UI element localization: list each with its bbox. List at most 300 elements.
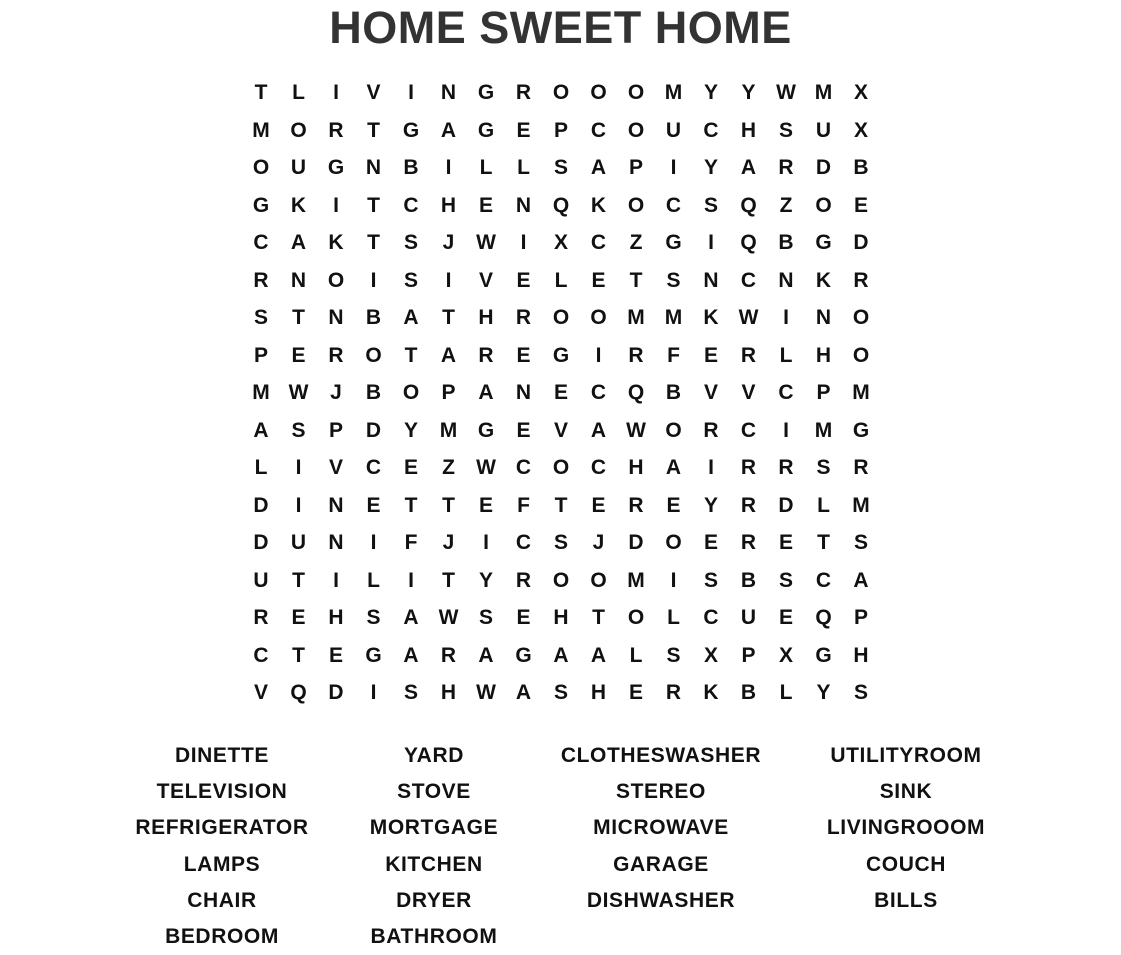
grid-cell[interactable]: E	[553, 381, 568, 404]
grid-cell[interactable]: A	[403, 643, 419, 667]
grid-cell[interactable]: E	[516, 418, 531, 442]
grid-cell[interactable]: A	[403, 606, 419, 629]
grid-cell[interactable]: G	[365, 643, 382, 667]
grid-cell[interactable]: C	[665, 193, 682, 217]
grid-cell[interactable]: A	[478, 643, 494, 667]
grid-cell[interactable]: C	[515, 531, 532, 554]
grid-cell[interactable]: R	[628, 493, 644, 517]
grid-cell[interactable]: O	[590, 306, 607, 329]
grid-cell[interactable]: I	[483, 531, 489, 554]
grid-cell[interactable]: L	[292, 81, 305, 104]
grid-cell[interactable]: N	[328, 493, 344, 517]
grid-cell[interactable]: T	[254, 81, 268, 104]
grid-cell[interactable]: G	[477, 418, 495, 442]
grid-cell[interactable]: R	[853, 268, 869, 292]
grid-cell[interactable]: R	[628, 343, 644, 367]
grid-cell[interactable]: W	[476, 456, 496, 479]
grid-cell[interactable]: C	[590, 118, 607, 142]
grid-cell[interactable]: S	[703, 568, 718, 592]
grid-cell[interactable]: T	[367, 231, 380, 254]
grid-cell[interactable]: A	[590, 418, 607, 442]
grid-cell[interactable]: R	[740, 493, 757, 517]
grid-cell[interactable]: M	[664, 306, 683, 329]
grid-cell[interactable]: G	[552, 343, 570, 367]
grid-cell[interactable]: E	[516, 268, 531, 292]
grid-cell[interactable]: N	[440, 81, 457, 104]
grid-cell[interactable]: L	[479, 156, 493, 179]
grid-cell[interactable]: Y	[816, 681, 831, 704]
grid-cell[interactable]: H	[328, 606, 344, 629]
grid-cell[interactable]: C	[703, 606, 719, 629]
grid-cell[interactable]: S	[403, 268, 418, 292]
grid-cell[interactable]: E	[516, 606, 531, 629]
grid-cell[interactable]: T	[404, 343, 418, 367]
grid-cell[interactable]: U	[815, 118, 832, 142]
grid-cell[interactable]: L	[367, 568, 380, 592]
word-list-item: MORTGAGE	[369, 816, 499, 840]
grid-cell[interactable]: F	[404, 531, 418, 554]
grid-cell[interactable]: D	[253, 493, 269, 517]
grid-cell[interactable]: E	[853, 193, 868, 217]
grid-cell[interactable]: I	[333, 81, 339, 104]
grid-cell[interactable]: G	[402, 118, 420, 142]
grid-cell[interactable]: I	[295, 493, 302, 517]
grid-cell[interactable]: M	[252, 118, 270, 142]
grid-cell[interactable]: S	[666, 268, 681, 292]
grid-cell[interactable]: R	[440, 643, 457, 667]
grid-cell[interactable]: I	[333, 193, 339, 217]
grid-cell[interactable]: P	[741, 643, 756, 667]
grid-cell[interactable]: C	[740, 418, 757, 442]
grid-cell[interactable]: R	[328, 118, 344, 142]
grid-cell[interactable]: S	[703, 193, 718, 217]
grid-cell[interactable]: H	[553, 606, 569, 629]
grid-cell[interactable]: D	[853, 231, 869, 254]
grid-cell[interactable]: M	[852, 493, 870, 517]
grid-cell[interactable]: C	[590, 381, 607, 404]
grid-cell[interactable]: E	[778, 531, 793, 554]
word-list-item: REFRIGERATOR	[135, 816, 309, 840]
grid-cell[interactable]: R	[515, 568, 532, 592]
grid-cell[interactable]: X	[853, 81, 868, 104]
grid-cell[interactable]: W	[288, 381, 309, 404]
grid-cell[interactable]: L	[667, 606, 680, 629]
grid-cell[interactable]: A	[403, 306, 419, 329]
grid-cell[interactable]: K	[815, 268, 832, 292]
grid-cell[interactable]: W	[438, 606, 459, 629]
grid-cell[interactable]: W	[476, 231, 496, 254]
grid-cell[interactable]: M	[814, 81, 833, 104]
grid-cell[interactable]: O	[627, 118, 645, 142]
grid-cell[interactable]: G	[815, 643, 832, 667]
grid-cell[interactable]: S	[253, 306, 268, 329]
grid-cell[interactable]: O	[290, 118, 307, 142]
grid-cell[interactable]: M	[814, 418, 833, 442]
grid-cell[interactable]: R	[665, 681, 682, 704]
grid-cell[interactable]: I	[520, 231, 527, 254]
grid-cell[interactable]: L	[254, 456, 268, 479]
grid-cell[interactable]: U	[290, 156, 307, 179]
grid-cell[interactable]: G	[327, 156, 345, 179]
word-list-item: DISHWASHER	[586, 888, 736, 912]
grid-cell[interactable]: E	[516, 343, 531, 367]
grid-cell[interactable]: F	[517, 493, 530, 517]
grid-cell[interactable]: L	[779, 681, 793, 704]
grid-cell[interactable]: O	[552, 81, 570, 104]
grid-cell[interactable]: A	[740, 156, 757, 179]
grid-cell[interactable]: H	[440, 681, 457, 704]
grid-cell[interactable]: P	[816, 381, 831, 404]
grid-cell[interactable]: H	[440, 193, 457, 217]
grid-cell[interactable]: B	[740, 681, 757, 704]
grid-cell[interactable]: X	[703, 643, 718, 667]
grid-cell[interactable]: A	[440, 343, 457, 367]
grid-cell[interactable]: T	[367, 118, 380, 142]
grid-cell[interactable]: Y	[478, 568, 493, 592]
grid-cell[interactable]: T	[292, 568, 305, 592]
grid-cell[interactable]: M	[664, 81, 683, 104]
grid-cell[interactable]: L	[554, 268, 568, 292]
grid-cell[interactable]: O	[852, 343, 870, 367]
grid-cell[interactable]: E	[591, 493, 606, 517]
grid-cell[interactable]: R	[740, 343, 757, 367]
grid-cell[interactable]: U	[740, 606, 757, 629]
grid-cell[interactable]: E	[703, 343, 718, 367]
grid-cell[interactable]: B	[778, 231, 794, 254]
grid-cell[interactable]: A	[515, 681, 532, 704]
grid-cell[interactable]: C	[815, 568, 832, 592]
grid-cell[interactable]: Y	[703, 493, 718, 517]
word-list-item: GARAGE	[613, 852, 709, 876]
grid-cell[interactable]: O	[252, 156, 270, 179]
grid-cell[interactable]: R	[515, 81, 532, 104]
grid-cell[interactable]: R	[740, 456, 757, 479]
grid-cell[interactable]: O	[590, 568, 607, 592]
grid-cell[interactable]: S	[478, 606, 493, 629]
grid-cell[interactable]: C	[253, 231, 269, 254]
grid-cell[interactable]: C	[515, 456, 532, 479]
grid-cell[interactable]: T	[554, 493, 568, 517]
grid-cell[interactable]: B	[853, 156, 869, 179]
grid-cell[interactable]: I	[670, 156, 677, 179]
grid-cell[interactable]: M	[627, 306, 645, 329]
grid-cell[interactable]: H	[478, 306, 494, 329]
grid-cell[interactable]: I	[708, 456, 714, 479]
grid-cell[interactable]: S	[816, 456, 831, 479]
grid-cell[interactable]: T	[292, 643, 305, 667]
grid-cell[interactable]: B	[365, 381, 382, 404]
grid-cell[interactable]: H	[590, 681, 607, 704]
grid-cell[interactable]: I	[408, 81, 414, 104]
grid-cell[interactable]: L	[517, 156, 530, 179]
grid-cell[interactable]: E	[291, 606, 306, 629]
grid-cell[interactable]: H	[740, 118, 757, 142]
grid-cell[interactable]: C	[590, 231, 607, 254]
grid-cell[interactable]: N	[515, 381, 532, 404]
grid-cell[interactable]: B	[365, 306, 382, 329]
grid-cell[interactable]: Q	[740, 231, 757, 254]
grid-cell[interactable]: R	[703, 418, 719, 442]
grid-cell[interactable]: Q	[740, 193, 757, 217]
grid-cell[interactable]: Y	[703, 81, 718, 104]
grid-cell[interactable]: V	[478, 268, 493, 292]
grid-cell[interactable]: G	[515, 643, 532, 667]
grid-cell[interactable]: T	[629, 268, 643, 292]
grid-cell[interactable]: O	[852, 306, 870, 329]
grid-cell[interactable]: E	[478, 493, 493, 517]
grid-cell[interactable]: I	[783, 418, 789, 442]
grid-cell[interactable]: N	[328, 531, 344, 554]
grid-cell[interactable]: N	[778, 268, 794, 292]
grid-cell[interactable]: E	[778, 606, 793, 629]
grid-cell[interactable]: R	[740, 531, 757, 554]
grid-cell[interactable]: R	[853, 456, 869, 479]
grid-cell[interactable]: C	[703, 118, 719, 142]
grid-cell[interactable]: Q	[815, 606, 832, 629]
grid-cell[interactable]: P	[328, 418, 343, 442]
grid-cell[interactable]: V	[366, 81, 381, 104]
grid-cell[interactable]: O	[402, 381, 420, 404]
grid-cell[interactable]: C	[365, 456, 382, 479]
grid-cell[interactable]: B	[665, 381, 682, 404]
grid-cell[interactable]: I	[670, 568, 677, 592]
grid-cell[interactable]: I	[408, 568, 414, 592]
word-list-item: STOVE	[397, 780, 471, 804]
grid-cell[interactable]: B	[403, 156, 419, 179]
grid-cell[interactable]: T	[442, 306, 455, 329]
grid-cell[interactable]: J	[592, 531, 605, 554]
grid-cell[interactable]: Q	[290, 681, 307, 704]
grid-cell[interactable]: C	[253, 643, 269, 667]
grid-cell[interactable]: W	[626, 418, 646, 442]
grid-cell[interactable]: N	[365, 156, 382, 179]
grid-cell[interactable]: T	[292, 306, 305, 329]
grid-cell[interactable]: A	[665, 456, 682, 479]
grid-cell[interactable]: S	[403, 231, 418, 254]
grid-cell[interactable]: R	[515, 306, 532, 329]
word-list-item: STEREO	[616, 780, 706, 804]
grid-cell[interactable]: M	[439, 418, 458, 442]
word-list-item: BEDROOM	[165, 925, 279, 948]
grid-cell[interactable]: N	[328, 306, 344, 329]
grid-cell[interactable]: P	[553, 118, 568, 142]
grid-cell[interactable]: H	[853, 643, 869, 667]
grid-cell[interactable]: X	[778, 643, 793, 667]
grid-cell[interactable]: S	[291, 418, 306, 442]
grid-cell[interactable]: A	[590, 156, 607, 179]
grid-cell[interactable]: A	[290, 231, 307, 254]
grid-cell[interactable]: V	[253, 681, 268, 704]
grid-cell[interactable]: W	[738, 306, 759, 329]
grid-cell[interactable]: E	[703, 531, 718, 554]
grid-cell[interactable]: L	[779, 343, 793, 367]
grid-cell[interactable]: O	[552, 456, 570, 479]
grid-cell[interactable]: X	[553, 231, 568, 254]
grid-cell[interactable]: T	[592, 606, 605, 629]
grid-cell[interactable]: G	[665, 231, 682, 254]
grid-cell[interactable]: O	[552, 568, 570, 592]
grid-cell[interactable]: I	[295, 456, 302, 479]
grid-cell[interactable]: Y	[403, 418, 418, 442]
grid-cell[interactable]: P	[441, 381, 456, 404]
grid-cell[interactable]: C	[590, 456, 607, 479]
grid-cell[interactable]: O	[552, 306, 570, 329]
grid-cell[interactable]: R	[253, 606, 269, 629]
grid-cell[interactable]: D	[365, 418, 382, 442]
grid-cell[interactable]: I	[370, 268, 377, 292]
grid-cell[interactable]: R	[253, 268, 269, 292]
grid-cell[interactable]: K	[290, 193, 307, 217]
grid-cell[interactable]: A	[590, 643, 607, 667]
grid-cell[interactable]: E	[628, 681, 643, 704]
grid-cell[interactable]: P	[853, 606, 868, 629]
grid-cell[interactable]: G	[477, 81, 495, 104]
grid-cell[interactable]: E	[591, 268, 606, 292]
grid-cell[interactable]: O	[627, 606, 645, 629]
grid-cell[interactable]: S	[553, 681, 568, 704]
grid-cell[interactable]: B	[740, 568, 757, 592]
grid-cell[interactable]: I	[783, 306, 789, 329]
grid-cell[interactable]: D	[253, 531, 269, 554]
grid-cell[interactable]: A	[478, 381, 494, 404]
word-list-item: CHAIR	[187, 888, 257, 912]
grid-cell[interactable]: T	[817, 531, 830, 554]
grid-cell[interactable]: V	[741, 381, 756, 404]
grid-cell[interactable]: O	[590, 81, 607, 104]
grid-cell[interactable]: U	[665, 118, 682, 142]
grid-cell[interactable]: D	[628, 531, 644, 554]
grid-cell[interactable]: S	[366, 606, 381, 629]
grid-cell[interactable]: N	[815, 306, 832, 329]
grid-cell[interactable]: S	[666, 643, 681, 667]
grid-cell[interactable]: K	[703, 306, 719, 329]
grid-cell[interactable]: U	[253, 568, 269, 592]
grid-cell[interactable]: Y	[741, 81, 756, 104]
grid-cell[interactable]: K	[703, 681, 719, 704]
grid-cell[interactable]: G	[252, 193, 270, 217]
grid-cell[interactable]: N	[515, 193, 532, 217]
grid-cell[interactable]: V	[703, 381, 718, 404]
grid-cell[interactable]: S	[853, 681, 868, 704]
grid-cell[interactable]: L	[629, 643, 643, 667]
grid-cell[interactable]: Z	[779, 193, 793, 217]
grid-cell[interactable]: G	[852, 418, 870, 442]
grid-cell[interactable]: N	[703, 268, 719, 292]
grid-cell[interactable]: V	[553, 418, 568, 442]
grid-cell[interactable]: I	[708, 231, 714, 254]
grid-cell[interactable]: T	[442, 568, 455, 592]
grid-cell[interactable]: O	[815, 193, 832, 217]
grid-cell[interactable]: M	[852, 381, 870, 404]
grid-cell[interactable]: J	[442, 231, 455, 254]
grid-cell[interactable]: Y	[703, 156, 718, 179]
grid-cell[interactable]: U	[290, 531, 307, 554]
grid-cell[interactable]: A	[853, 568, 869, 592]
grid-cell[interactable]: Z	[442, 456, 455, 479]
grid-cell[interactable]: W	[776, 81, 796, 104]
grid-cell[interactable]: S	[403, 681, 418, 704]
grid-cell[interactable]: W	[476, 681, 496, 704]
grid-cell[interactable]: D	[328, 681, 344, 704]
grid-cell[interactable]: E	[478, 193, 493, 217]
grid-cell[interactable]: Q	[552, 193, 570, 217]
grid-cell[interactable]: R	[778, 456, 794, 479]
grid-cell[interactable]: E	[516, 118, 531, 142]
grid-cell[interactable]: Z	[629, 231, 643, 254]
grid-cell[interactable]: Q	[627, 381, 645, 404]
grid-cell[interactable]: S	[853, 531, 868, 554]
grid-cell[interactable]: S	[553, 156, 568, 179]
grid-cell[interactable]: D	[815, 156, 832, 179]
grid-cell[interactable]: S	[778, 568, 793, 592]
grid-cell[interactable]: E	[366, 493, 381, 517]
grid-cell[interactable]: G	[477, 118, 495, 142]
grid-cell[interactable]: H	[815, 343, 832, 367]
grid-cell[interactable]: K	[328, 231, 344, 254]
grid-cell[interactable]: I	[333, 568, 339, 592]
grid-cell[interactable]: C	[403, 193, 419, 217]
grid-cell[interactable]: I	[370, 681, 377, 704]
grid-cell[interactable]: G	[815, 231, 832, 254]
grid-cell[interactable]: T	[367, 193, 380, 217]
grid-cell[interactable]: A	[253, 418, 269, 442]
grid-cell[interactable]: P	[253, 343, 268, 367]
grid-cell[interactable]: R	[478, 343, 494, 367]
grid-cell[interactable]: E	[291, 343, 306, 367]
grid-cell[interactable]: E	[328, 643, 343, 667]
grid-cell[interactable]: O	[627, 193, 645, 217]
grid-cell[interactable]: R	[778, 156, 794, 179]
grid-cell[interactable]: O	[327, 268, 345, 292]
grid-cell[interactable]: D	[778, 493, 794, 517]
grid-cell[interactable]: V	[328, 456, 343, 479]
grid-cell[interactable]: F	[667, 343, 680, 367]
grid-cell[interactable]: I	[445, 156, 452, 179]
grid-cell[interactable]: H	[628, 456, 644, 479]
grid-cell[interactable]: I	[445, 268, 452, 292]
grid-cell[interactable]: X	[853, 118, 868, 142]
grid-cell[interactable]: L	[817, 493, 830, 517]
word-list-item: DINETTE	[174, 744, 270, 767]
grid-cell[interactable]: O	[627, 81, 645, 104]
grid-cell[interactable]: O	[365, 343, 382, 367]
grid-cell[interactable]: M	[252, 381, 270, 404]
grid-cell[interactable]: E	[403, 456, 418, 479]
grid-cell[interactable]: O	[665, 418, 682, 442]
grid-cell[interactable]: N	[290, 268, 307, 292]
word-list-item: LIVINGROOOM	[826, 816, 986, 840]
grid-cell[interactable]: T	[442, 493, 455, 517]
grid-cell[interactable]: I	[595, 343, 602, 367]
grid-cell[interactable]: P	[628, 156, 643, 179]
grid-cell[interactable]: T	[404, 493, 418, 517]
grid-cell[interactable]: C	[740, 268, 757, 292]
grid-cell[interactable]: C	[778, 381, 794, 404]
grid-cell[interactable]: K	[590, 193, 607, 217]
grid-cell[interactable]: S	[553, 531, 568, 554]
grid-cell[interactable]: R	[328, 343, 344, 367]
grid-cell[interactable]: S	[778, 118, 793, 142]
grid-cell[interactable]: J	[442, 531, 455, 554]
word-list-item: MICROWAVE	[593, 816, 729, 840]
grid-cell[interactable]: M	[627, 568, 645, 592]
grid-cell[interactable]: A	[553, 643, 569, 667]
grid-cell[interactable]: A	[440, 118, 457, 142]
grid-cell[interactable]: J	[330, 381, 342, 404]
grid-cell[interactable]: O	[665, 531, 682, 554]
grid-cell[interactable]: E	[666, 493, 681, 517]
grid-cell[interactable]: I	[370, 531, 377, 554]
